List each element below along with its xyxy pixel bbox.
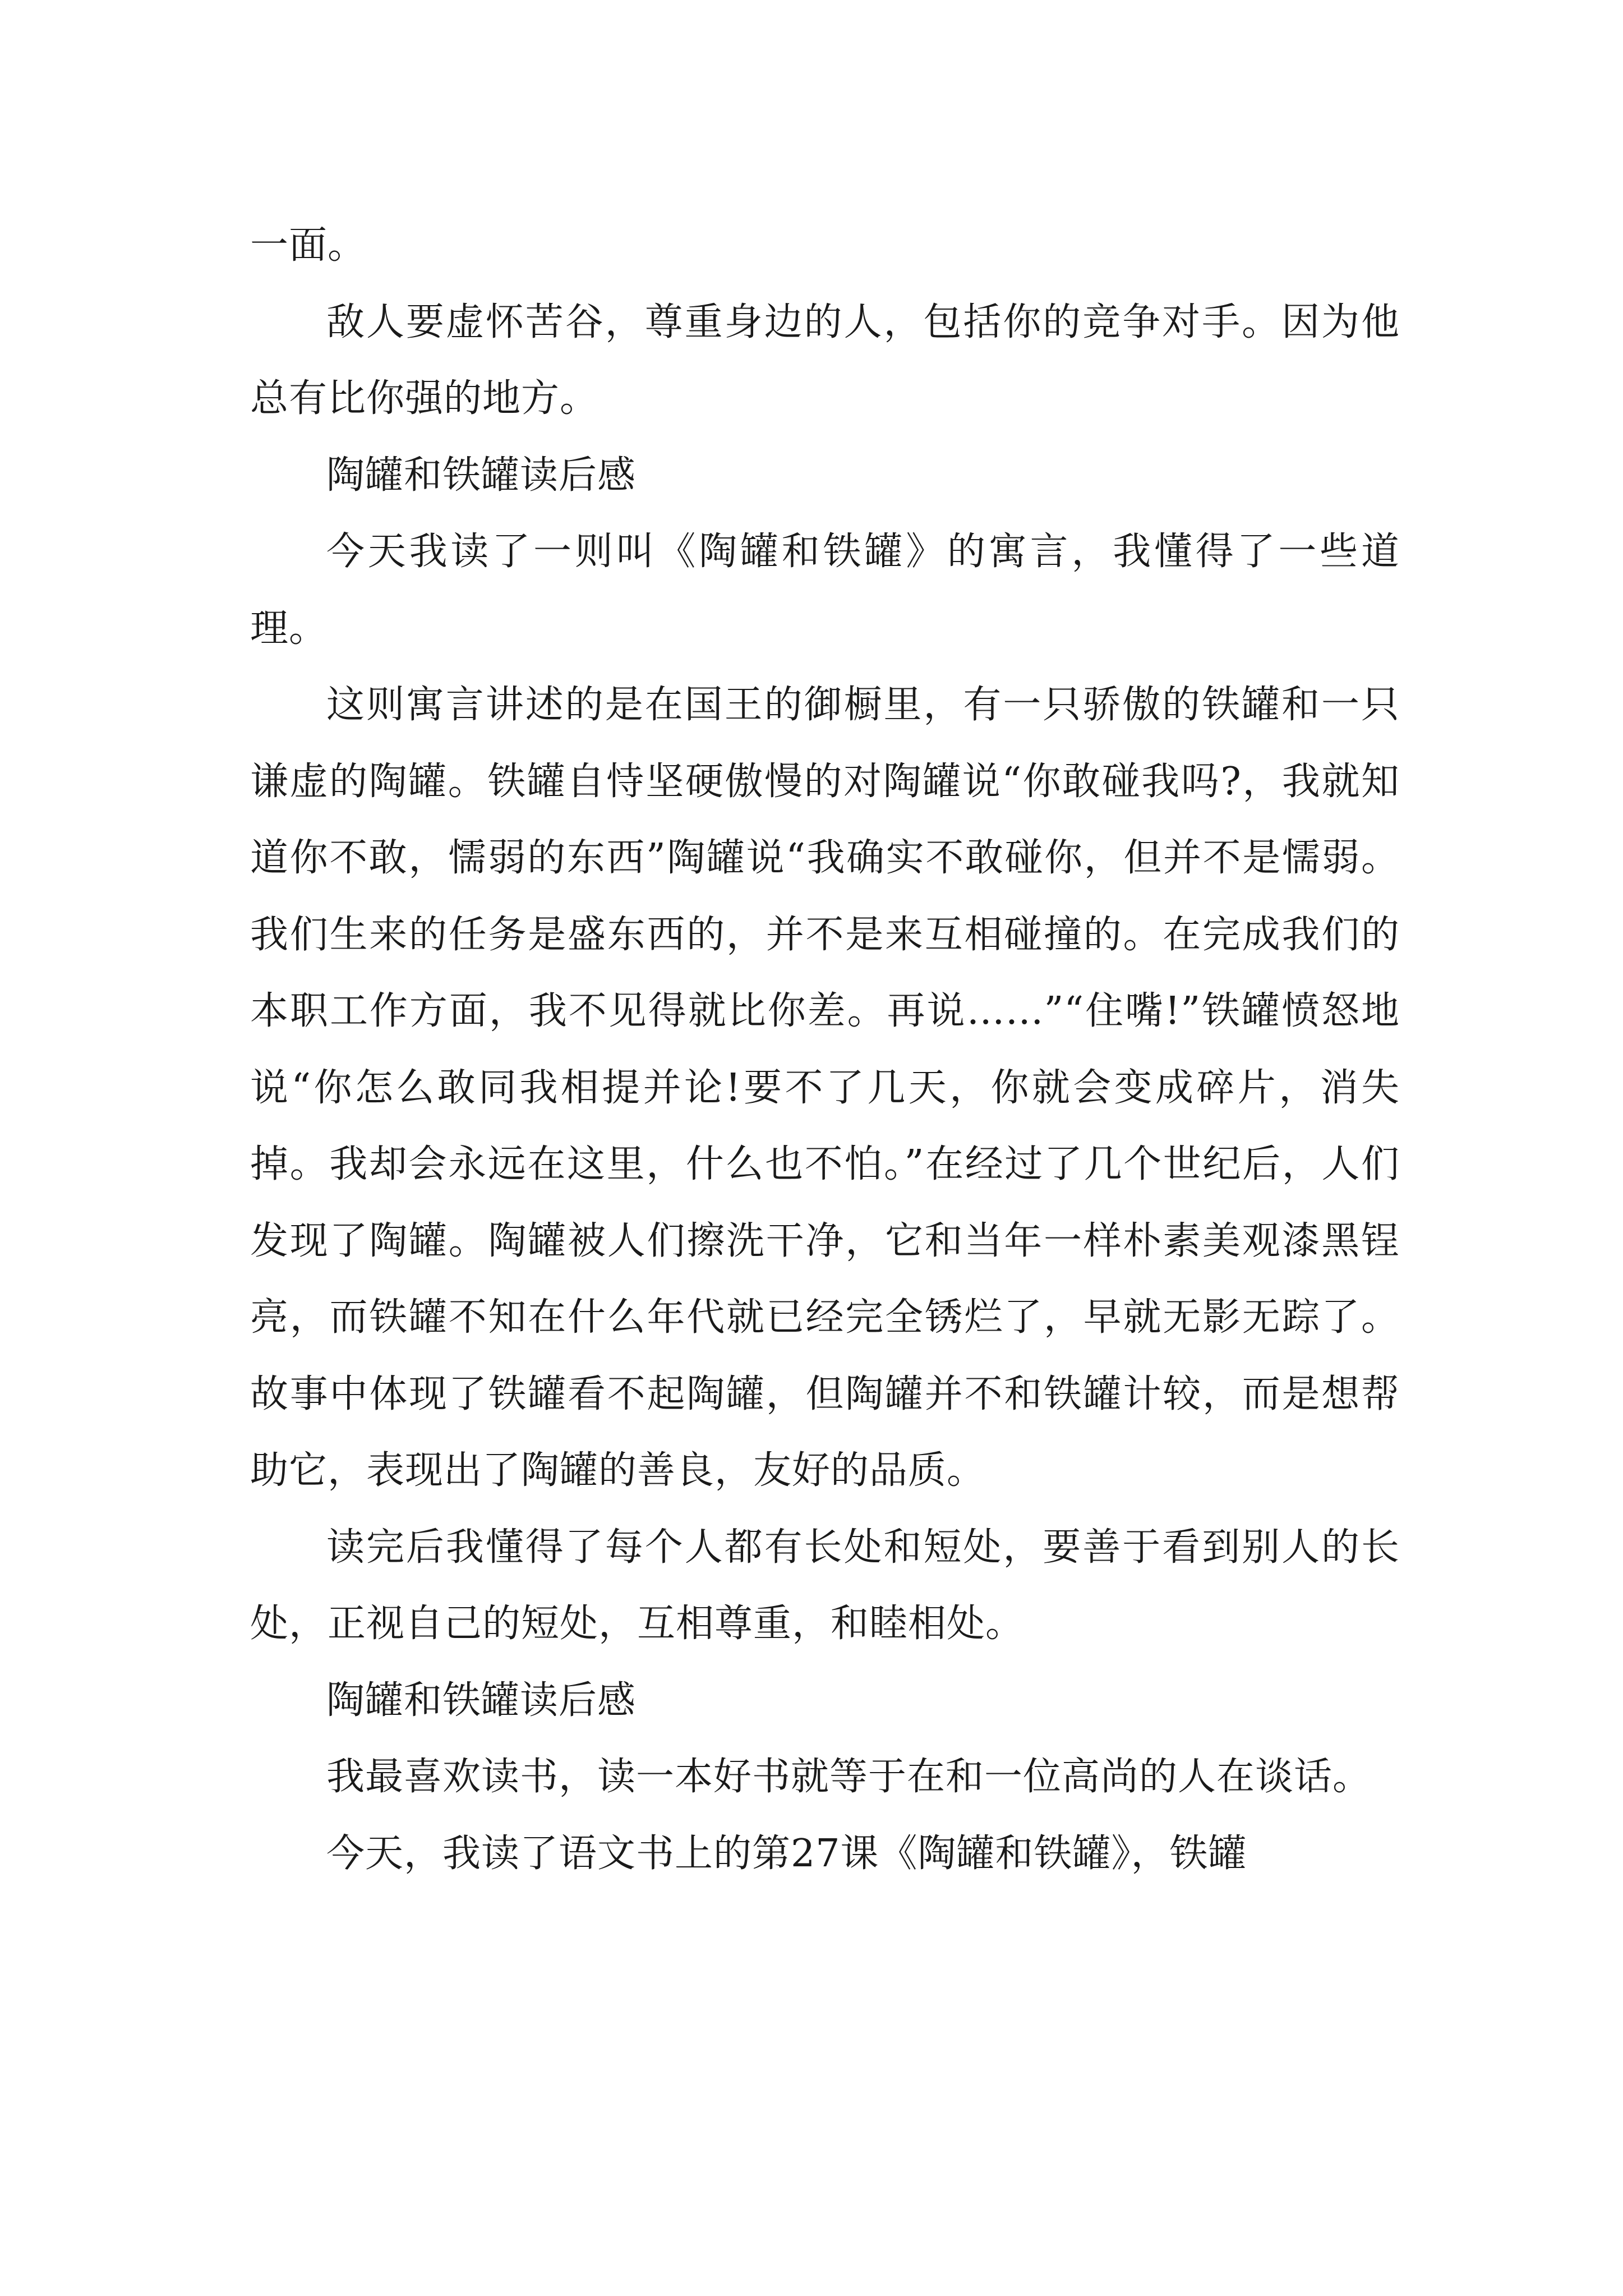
section-heading-1: 陶罐和铁罐读后感 [326,453,637,498]
section-heading-2: 陶罐和铁罐读后感 [326,1678,637,1723]
paragraph-story-summary: 这则寓言讲述的是在国王的御橱里，有一只骄傲的铁罐和一只谦虚的陶罐。铁罐自恃坚硬傲慢的对陶罐说“你敢碰我吗?，我就知道你不敢，懦弱的东西”陶罐说“我确实不敢碰你，但并不是懦弱。我们生来的任务是盛东西的，并不是来互相碰撞的。在完成我们的本职工作方面，我不见得就比你差。再说……”“住嘴!”铁罐愤怒地说“你怎么敢同我相提并论!要不了几天，你就会变成碎片，消失掉。我却会永远在这里，什么也不怕。”在经过了几个世纪后，人们发现了陶罐。陶罐被人们擦洗干净，它和当年一样朴素美观漆黑锃亮，而铁罐不知在什么年代就已经完全锈烂了，早就无影无踪了。故事中体现了铁罐看不起陶罐，但陶罐并不和铁罐计较，而是想帮助它，表现出了陶罐的善良，友好的品质。 [250,683,1400,1493]
document-body [250,208,1400,1892]
paragraph-intro-2: 我最喜欢读书，读一本好书就等于在和一位高尚的人在谈话。 [326,1755,1372,1799]
paragraph-lesson-27: 今天，我读了语文书上的第27课《陶罐和铁罐》，铁罐 [326,1831,1247,1876]
paragraph-reflection-1: 读完后我懂得了每个人都有长处和短处，要善于看到别人的长处，正视自己的短处，互相尊重，和睦相处。 [250,1525,1400,1646]
paragraph-continuation: 一面。 [250,223,367,268]
paragraph-intro-1: 今天我读了一则叫《陶罐和铁罐》的寓言，我懂得了一些道理。 [250,530,1400,651]
paragraph-respect-competitors: 敌人要虚怀苦谷，尊重身边的人，包括你的竞争对手。因为他总有比你强的地方。 [250,300,1400,421]
